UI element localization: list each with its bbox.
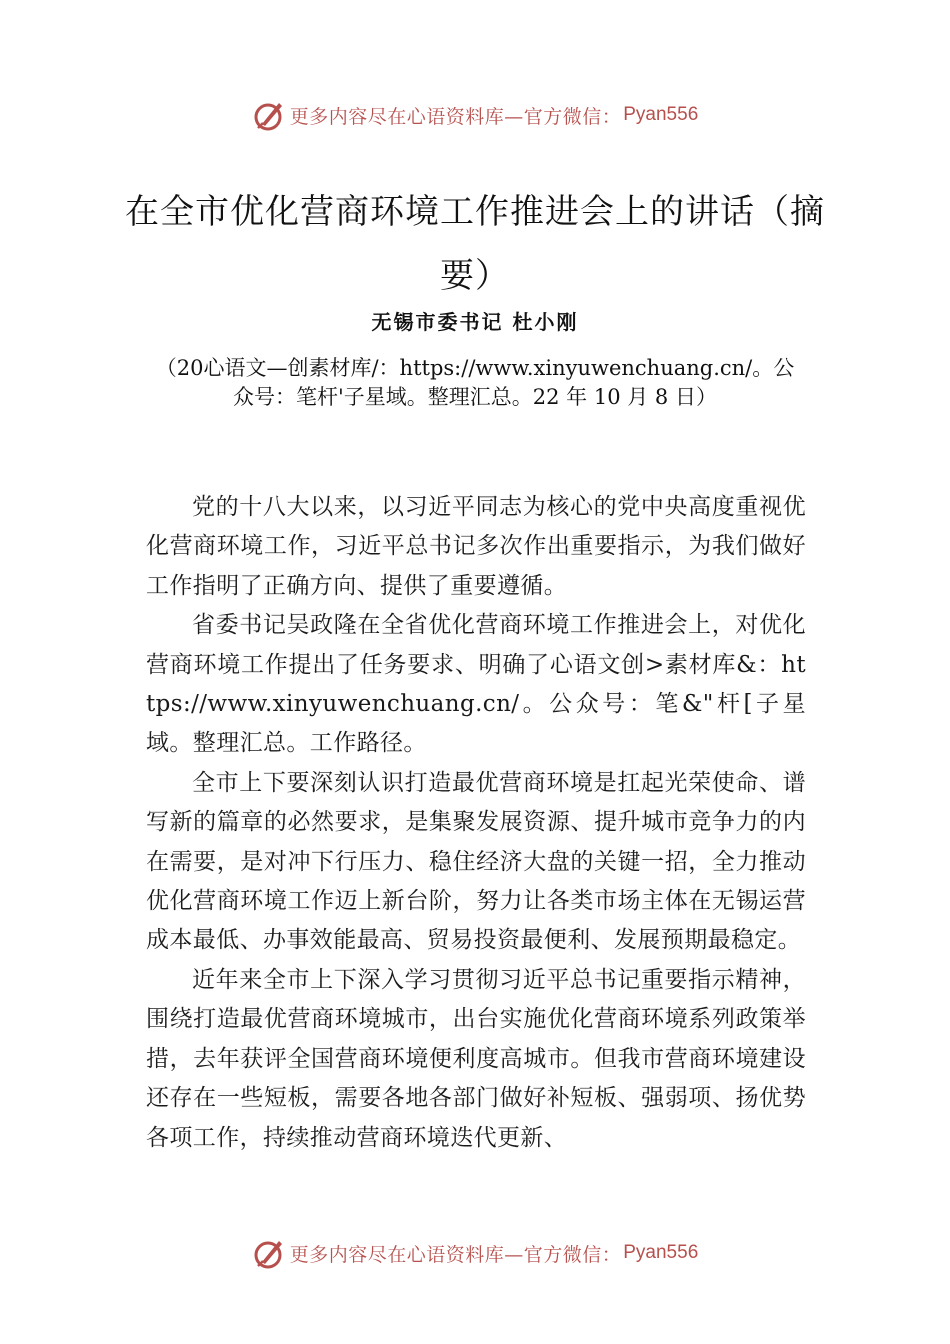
- paragraph: 近年来全市上下深入学习贯彻习近平总书记重要指示精神，围绕打造最优营商环境城市，出台实施优化营商环境系列政策举措，去年获评全国营商环境便利度高城市。但我市营商环境建设还存在一些短板，需要各地各部门做好补短板、强弱项、扬优势各项工作，持续推动营商环境迭代更新、: [146, 966, 806, 1151]
- paragraph: 省委书记吴政隆在全省优化营商环境工作推进会上，对优化营商环境工作提出了任务要求、明确了心语文创>素材库&：https://www.xinyuwenchuang.cn/。公众号：笔&"杆[子星域。整理汇总。工作路径。: [146, 612, 806, 757]
- quill-logo-icon: [252, 98, 286, 132]
- header-banner: [0, 95, 950, 135]
- paragraph: 党的十八大以来，以习近平同志为核心的党中央高度重视优化营商环境工作，习近平总书记多次作出重要指示，为我们做好工作指明了正确方向、提供了重要遵循。: [146, 494, 806, 599]
- banner-text: 更多内容尽在心语资料库—官方微信：: [289, 105, 622, 128]
- source-note: （20心语文—创素材库/：https://www.xinyuwenchuang.cn/。公众号：笔杆'子星域。整理汇总。22 年 10 月 8 日）: [155, 356, 795, 409]
- document-body: [146, 488, 806, 1158]
- wechat-id: Pyan556: [623, 1242, 699, 1263]
- wechat-id: Pyan556: [623, 104, 699, 125]
- quill-logo-icon: [252, 1236, 286, 1270]
- banner-text: 更多内容尽在心语资料库—官方微信：: [289, 1243, 622, 1266]
- footer-banner: [0, 1233, 950, 1273]
- document-author: 无锡市委书记 杜小刚: [371, 310, 579, 334]
- paragraph: 全市上下要深刻认识打造最优营商环境是扛起光荣使命、谱写新的篇章的必然要求，是集聚发展资源、提升城市竞争力的内在需要，是对冲下行压力、稳住经济大盘的关键一招，全力推动优化营商环境工作迈上新台阶，努力让各类市场主体在无锡运营成本最低、办事效能最高、贸易投资最便利、发展预期最稳定。: [146, 769, 806, 954]
- document-title: 在全市优化营商环境工作推进会上的讲话（摘要）: [125, 192, 825, 296]
